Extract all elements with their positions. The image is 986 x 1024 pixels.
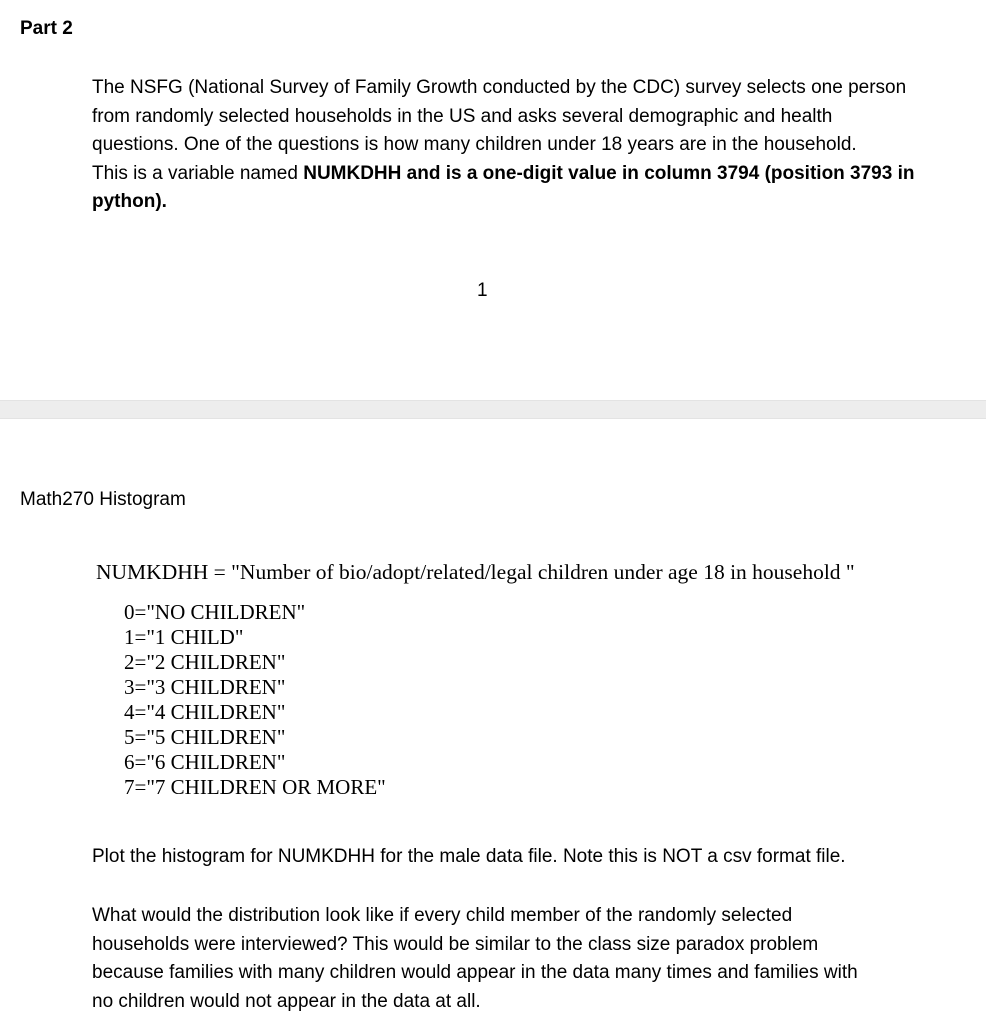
question-line: What would the distribution look like if every child member of the randomly selected (92, 905, 793, 926)
intro-line: questions. One of the questions is how many children under 18 years are in the household. (92, 134, 857, 155)
intro-line (92, 160, 952, 189)
question-line: no children would not appear in the data at all. (92, 990, 481, 1012)
code-item: 6="6 CHILDREN" (124, 750, 286, 774)
question-paragraph (92, 902, 952, 1016)
code-item: 4="4 CHILDREN" (124, 700, 286, 724)
plot-instruction: Plot the histogram for NUMKDHH for the male data file. Note this is NOT a csv format file. (92, 846, 846, 867)
variable-definition: NUMKDHH = "Number of bio/adopt/related/legal children under age 18 in household " (96, 560, 855, 584)
code-item: 5="5 CHILDREN" (124, 725, 286, 749)
intro-bold-text: NUMKDHH and is a one-digit value in column 3794 (position 3793 in (303, 162, 915, 184)
code-item: 3="3 CHILDREN" (124, 675, 286, 699)
code-item: 2="2 CHILDREN" (124, 650, 286, 674)
code-item: 0="NO CHILDREN" (124, 600, 306, 624)
question-line: because families with many children would appear in the data many times and families with (92, 962, 858, 983)
intro-bold-text: python). (92, 191, 167, 212)
page-break-divider (0, 400, 986, 419)
intro-text: This is a variable named (92, 162, 304, 184)
section-title: Math270 Histogram (20, 489, 186, 510)
page-number: 1 (477, 280, 488, 301)
question-line: households were interviewed? This would be similar to the class size paradox problem (92, 933, 819, 955)
intro-line: The NSFG (National Survey of Family Growth conducted by the CDC) survey selects one person (92, 77, 907, 98)
intro-paragraph (92, 74, 952, 217)
code-item: 1="1 CHILD" (124, 625, 244, 649)
code-item: 7="7 CHILDREN OR MORE" (124, 775, 386, 799)
code-list (124, 600, 386, 800)
intro-line (92, 188, 952, 217)
intro-line: from randomly selected households in the US and asks several demographic and health (92, 105, 833, 127)
part-heading: Part 2 (20, 18, 73, 39)
